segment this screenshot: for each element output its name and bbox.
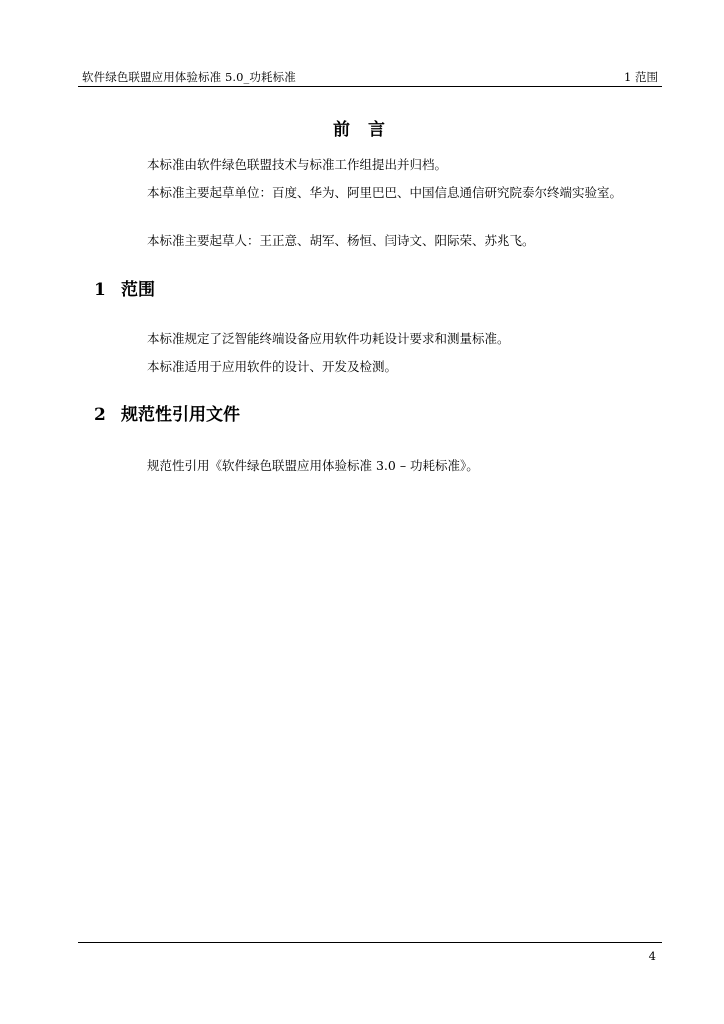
section-heading-2 <box>94 400 240 425</box>
section-number-1: 1 <box>94 280 106 300</box>
page-number: 4 <box>648 949 656 963</box>
section-1-paragraph-2: 本标准适用于应用软件的设计、开发及检测。 <box>147 359 398 374</box>
foreword-paragraph-1: 本标准由软件绿色联盟技术与标准工作组提出并归档。 <box>147 157 448 172</box>
foreword-paragraph-3: 本标准主要起草人：王正意、胡军、杨恒、闫诗文、阳际荣、苏兆飞。 <box>147 233 535 248</box>
section-2-paragraph-1: 规范性引用《软件绿色联盟应用体验标准 3.0 – 功耗标准》。 <box>147 458 479 473</box>
section-number-2: 2 <box>94 405 106 425</box>
foreword-paragraph-2: 本标准主要起草单位：百度、华为、阿里巴巴、中国信息通信研究院泰尔终端实验室。 <box>147 185 623 200</box>
foreword-title: 前 言 <box>333 120 391 140</box>
page-header <box>78 66 662 87</box>
header-document-title: 软件绿色联盟应用体验标准 5.0_功耗标准 <box>82 70 296 84</box>
header-section-ref: 1 范围 <box>624 70 658 84</box>
section-title-1: 范围 <box>121 280 155 300</box>
section-1-paragraph-1: 本标准规定了泛智能终端设备应用软件功耗设计要求和测量标准。 <box>147 331 510 346</box>
section-title-2: 规范性引用文件 <box>121 405 240 425</box>
section-heading-1 <box>94 275 155 300</box>
page-footer <box>78 942 662 963</box>
